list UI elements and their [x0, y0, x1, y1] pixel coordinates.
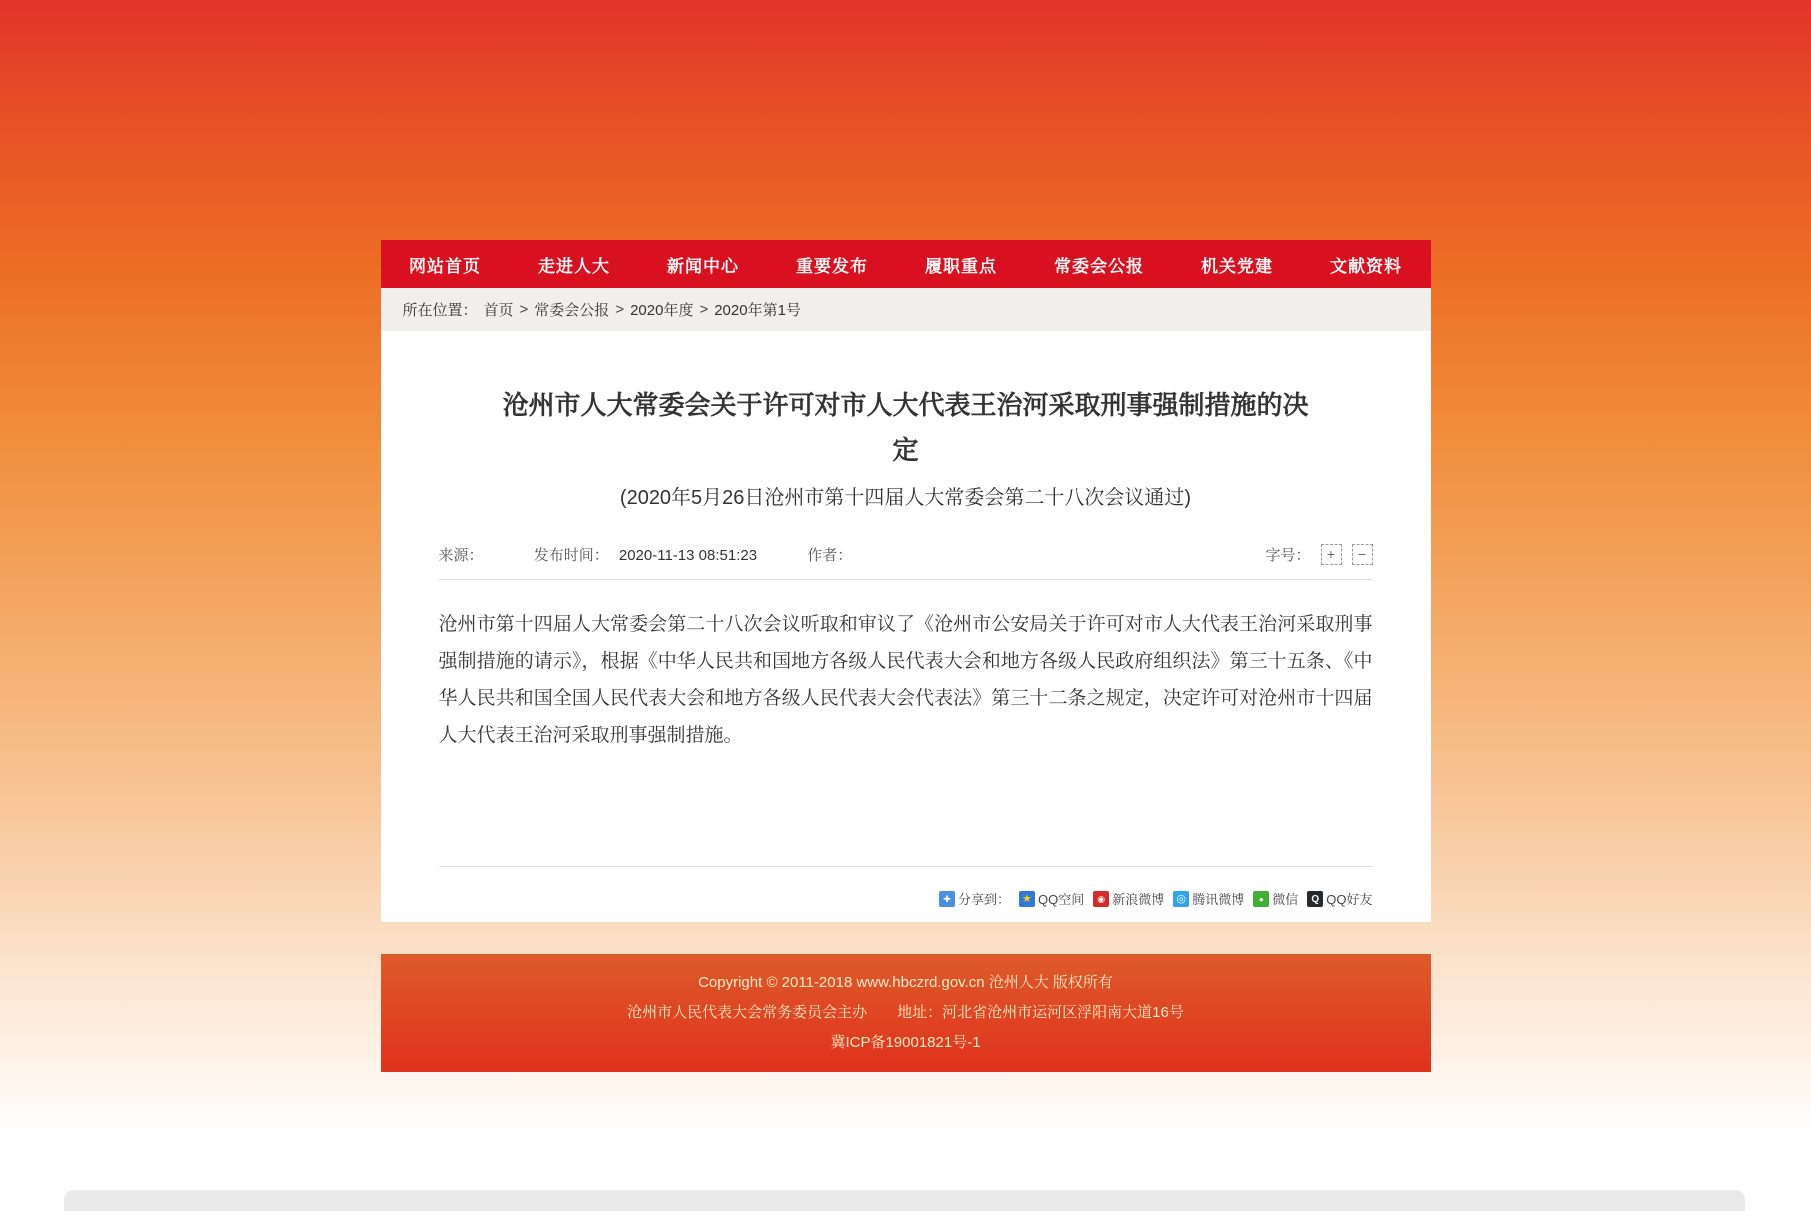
nav-item-duties[interactable]: 履职重点	[925, 256, 997, 276]
share-wechat[interactable]	[1253, 889, 1298, 908]
article-title: 沧州市人大常委会关于许可对市人大代表王治河采取刑事强制措施的决定	[502, 390, 1309, 465]
share-sina-weibo-label: 新浪微博	[1112, 892, 1165, 907]
breadcrumb-year[interactable]: 2020年度	[630, 302, 694, 319]
bottom-window-strip	[64, 1190, 1745, 1211]
share-tencent-weibo[interactable]	[1173, 889, 1244, 908]
wechat-icon	[1253, 891, 1269, 907]
source-label: 来源：	[438, 547, 484, 564]
breadcrumb-label: 所在位置：	[402, 302, 478, 319]
sina-weibo-icon	[1093, 891, 1109, 907]
font-size-controls	[1265, 544, 1372, 565]
footer-copyright: Copyright © 2011-2018 www.hbczrd.gov.cn 沧州人大 版权所有	[698, 974, 1113, 991]
share-bar	[439, 889, 1373, 908]
tencent-weibo-icon	[1173, 891, 1189, 907]
article-subtitle: (2020年5月26日沧州市第十四届人大常委会第二十八次会议通过)	[619, 487, 1192, 509]
breadcrumb-home[interactable]: 首页	[483, 302, 514, 319]
breadcrumb-issue[interactable]: 2020年第1号	[714, 302, 801, 319]
pubtime-label: 发布时间：	[533, 547, 609, 564]
nav-item-home[interactable]: 网站首页	[409, 256, 481, 276]
share-divider	[439, 866, 1373, 867]
site-footer	[381, 954, 1431, 1072]
breadcrumb-bulletin[interactable]: 常委会公报	[534, 302, 610, 319]
qq-friend-icon	[1307, 891, 1323, 907]
nav-item-news[interactable]: 新闻中心	[667, 256, 739, 276]
share-qq-friend-label: QQ好友	[1326, 892, 1373, 907]
share-plus-icon	[939, 891, 955, 907]
article-meta-left	[439, 544, 899, 565]
font-increase-button[interactable]: +	[1321, 544, 1342, 565]
author-label: 作者：	[807, 547, 853, 564]
pubtime-value: 2020-11-13 08:51:23	[618, 547, 758, 564]
share-sina-weibo[interactable]	[1093, 889, 1164, 908]
qzone-icon	[1019, 891, 1035, 907]
nav-item-bulletin[interactable]: 常委会公报	[1054, 256, 1144, 276]
footer-host-address: 沧州市人民代表大会常务委员会主办 地址：河北省沧州市运河区浮阳南大道16号	[627, 1004, 1184, 1021]
share-wechat-label: 微信	[1272, 892, 1299, 907]
nav-item-about[interactable]: 走进人大	[538, 256, 610, 276]
share-qzone-label: QQ空间	[1037, 892, 1085, 907]
share-qq-friend[interactable]	[1307, 889, 1372, 908]
font-decrease-button[interactable]: −	[1352, 544, 1373, 565]
font-size-label: 字号：	[1265, 547, 1311, 564]
breadcrumb-separator: >	[615, 301, 625, 318]
article-panel	[381, 331, 1431, 922]
share-to[interactable]	[939, 889, 1010, 908]
nav-item-party[interactable]: 机关党建	[1201, 256, 1273, 276]
nav-item-documents[interactable]: 文献资料	[1330, 256, 1402, 276]
footer-icp: 冀ICP备19001821号-1	[830, 1034, 981, 1051]
page-container	[381, 0, 1431, 1072]
share-tencent-weibo-label: 腾讯微博	[1192, 892, 1245, 907]
breadcrumb	[381, 288, 1431, 331]
breadcrumb-separator: >	[699, 301, 709, 318]
article-body: 沧州市第十四届人大常委会第二十八次会议听取和审议了《沧州市公安局关于许可对市人大代表王治河采取刑事强制措施的请示》，根据《中华人民共和国地方各级人民代表大会和地方各级人民政府组织法》第三十五条、《中华人民共和国全国人民代表大会和地方各级人民代表大会代表法》第三十二条之规定，决定许可对沧州市十四届人大代表王治河采取刑事强制措施。	[438, 614, 1373, 746]
main-nav	[381, 240, 1431, 288]
share-qzone[interactable]	[1019, 889, 1084, 908]
nav-item-releases[interactable]: 重要发布	[796, 256, 868, 276]
article-meta-row	[439, 544, 1373, 580]
share-label: 分享到：	[957, 892, 1010, 907]
breadcrumb-separator: >	[519, 301, 529, 318]
